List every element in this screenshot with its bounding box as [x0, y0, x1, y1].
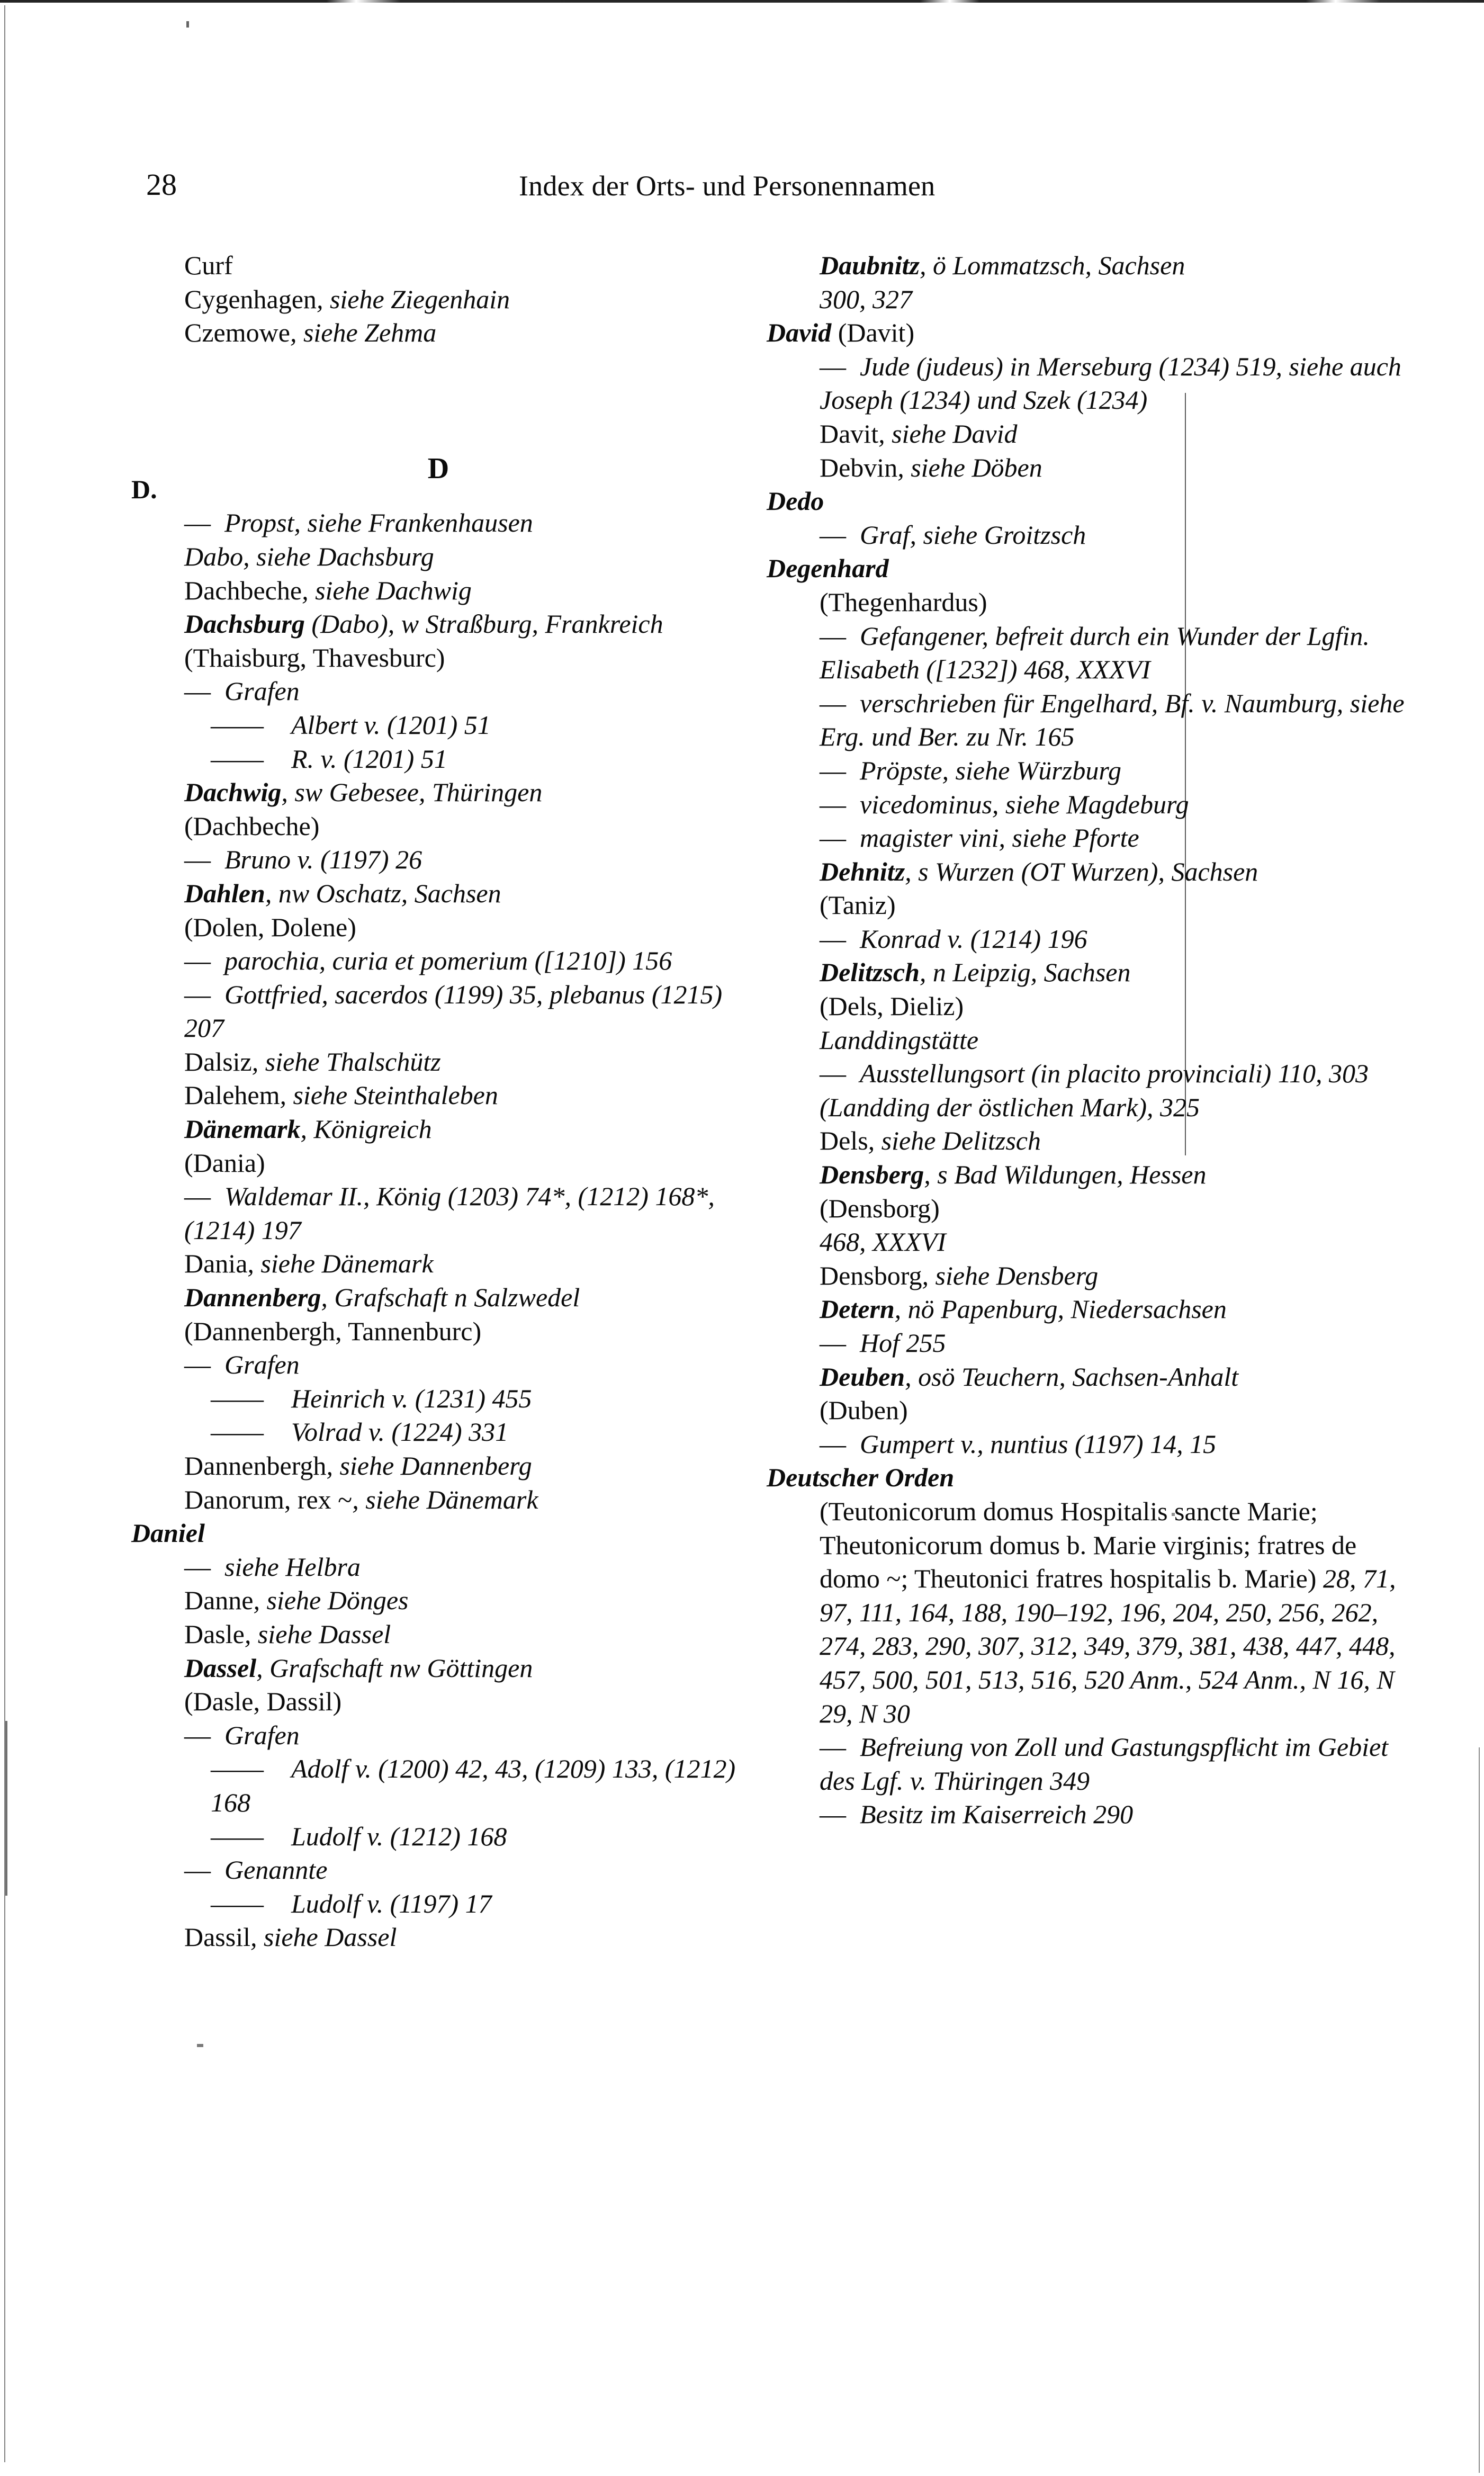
index-variant-names: (Dachbeche)	[184, 811, 320, 841]
index-subentry: — Gefangener, befreit durch ein Wunder der Lgfin. Elisabeth ([1232]) 468, XXXVI	[820, 621, 1370, 685]
index-headword: David (Davit)	[767, 318, 915, 348]
index-headword: Delitzsch, n Leipzig, Sachsen	[820, 957, 1131, 988]
index-subentry: — Jude (judeus) in Merseburg (1234) 519, siehe auch Joseph (1234) und Szek (1234)	[820, 351, 1401, 415]
index-subentry: — Propst, siehe Frankenhausen	[184, 508, 533, 538]
index-variant-names: (Dolen, Dolene)	[184, 912, 356, 942]
section-letter-spacer	[131, 350, 745, 473]
scan-left-edge-artifact	[4, 5, 5, 2462]
index-cross-reference: Cygenhagen, siehe Ziegenhain	[184, 284, 510, 314]
index-subentry: — magister vini, siehe Pforte	[820, 823, 1139, 853]
index-variant-names: 300, 327	[820, 284, 912, 314]
index-subentry: — Grafen	[184, 676, 300, 706]
index-subentry: — Konrad v. (1214) 196	[820, 923, 1087, 954]
index-subentry-level2: —— Heinrich v. (1231) 455	[211, 1383, 532, 1413]
index-headword: Detern, nö Papenburg, Niedersachsen	[820, 1294, 1227, 1324]
index-cross-reference: Dabo, siehe Dachsburg	[184, 541, 434, 571]
index-subentry: — Besitz im Kaiserreich 290	[820, 1799, 1134, 1829]
index-subentry: — verschrieben für Engelhard, Bf. v. Naumburg, siehe Erg. und Ber. zu Nr. 165	[820, 688, 1405, 752]
index-variant-names: 468, XXXVI	[820, 1227, 946, 1257]
index-cross-reference: Davit, siehe David	[820, 418, 1018, 448]
index-subentry-level2: —— Ludolf v. (1212) 168	[211, 1821, 507, 1851]
index-cross-reference: Dalehem, siehe Steinthaleben	[184, 1080, 498, 1110]
index-cross-reference: Dalsiz, siehe Thalschütz	[184, 1046, 441, 1076]
index-headword: Deutscher Orden	[767, 1463, 955, 1493]
index-subentry: — Grafen	[184, 1350, 300, 1380]
index-headword: Dänemark, Königreich	[184, 1114, 432, 1144]
index-headword: Dachsburg (Dabo), w Straßburg, Frankreich	[184, 609, 663, 639]
index-cross-reference: Dachbeche, siehe Dachwig	[184, 575, 472, 605]
index-cross-reference: Debvin, siehe Döben	[820, 452, 1042, 482]
index-subentry: — Genannte	[184, 1855, 328, 1885]
index-headword: Curf	[184, 250, 233, 280]
index-headword: Dachwig, sw Gebesee, Thüringen	[184, 777, 543, 808]
index-variant-names: (Dasle, Dassil)	[184, 1686, 342, 1717]
index-column-left	[131, 249, 745, 1954]
index-subentry: — siehe Helbra	[184, 1551, 361, 1582]
index-headword: Dedo	[767, 486, 824, 516]
index-subentry: — Hof 255	[820, 1328, 946, 1358]
index-cross-reference: Densborg, siehe Densberg	[820, 1260, 1099, 1290]
index-cross-reference: Dania, siehe Dänemark	[184, 1249, 434, 1279]
index-subentry-level2: —— R. v. (1201) 51	[211, 743, 447, 774]
index-subentry-level2: —— Ludolf v. (1197) 17	[211, 1888, 492, 1918]
index-cross-reference: Danorum, rex ~, siehe Dänemark	[184, 1484, 538, 1514]
index-subentry: — Graf, siehe Groitzsch	[820, 519, 1086, 550]
index-subentry-level2: —— Albert v. (1201) 51	[211, 710, 491, 740]
index-subentry: — Waldemar II., König (1203) 74*, (1212) 168*, (1214) 197	[184, 1181, 715, 1245]
index-variant-names: (Densborg)	[820, 1193, 940, 1223]
index-cross-reference: Dasle, siehe Dassel	[184, 1619, 391, 1649]
index-headword: Daubnitz, ö Lommatzsch, Sachsen	[820, 250, 1185, 280]
index-subentry: — Ausstellungsort (in placito provinciali) 110, 303 (Landding der östlichen Mark), 325	[820, 1058, 1369, 1122]
index-headword: Densberg, s Bad Wildungen, Hessen	[820, 1160, 1207, 1190]
index-variant-names: (Thegenhardus)	[820, 587, 987, 617]
index-headword: D.	[131, 474, 157, 504]
index-subentry-level2: —— Adolf v. (1200) 42, 43, (1209) 133, (1212) 168	[211, 1754, 736, 1817]
index-cross-reference: Dels, siehe Delitzsch	[820, 1126, 1041, 1156]
running-head-title: Index der Orts- und Personennamen	[519, 170, 936, 202]
index-cross-reference: Dassil, siehe Dassel	[184, 1922, 397, 1952]
index-headword: Dassel, Grafschaft nw Göttingen	[184, 1653, 533, 1683]
scan-top-edge-artifact	[0, 0, 1484, 3]
index-subentry-level2: —— Volrad v. (1224) 331	[211, 1417, 509, 1447]
index-subentry: — Pröpste, siehe Würzburg	[820, 755, 1121, 785]
index-headword: Dehnitz, s Wurzen (OT Wurzen), Sachsen	[820, 856, 1258, 886]
index-cross-reference: Danne, siehe Dönges	[184, 1585, 409, 1616]
index-variant-names: Landdingstätte	[820, 1025, 979, 1055]
index-cross-reference: Czemowe, siehe Zehma	[184, 318, 437, 348]
index-headword: Degenhard	[767, 553, 889, 584]
index-subentry: — Bruno v. (1197) 26	[184, 845, 422, 875]
scan-left-edge-artifact-2	[5, 1721, 7, 1896]
index-headword: Dannenberg, Grafschaft n Salzwedel	[184, 1282, 580, 1313]
index-headword: Dahlen, nw Oschatz, Sachsen	[184, 878, 501, 908]
index-variant-names: (Teutonicorum domus Hospitalis sancte Marie; Theutonicorum domus b. Marie virginis; fratres de domo ~; Theutonici fratres hospitalis b. Marie) 28, 71, 97, 111, 164, 188, 190–192, 196, 204, 250, 256, 262, 274, 283, 290, 307, 312, 349, 379, 381, 438, 447, 448, 457, 500, 501, 513, 516, 520 Anm., 524 Anm., N 16, N 29, N 30	[820, 1496, 1396, 1728]
index-subentry: — parochia, curia et pomerium ([1210]) 156	[184, 946, 672, 976]
index-headword: Daniel	[131, 1518, 205, 1548]
page-number: 28	[146, 167, 177, 202]
index-variant-names: (Dania)	[184, 1147, 265, 1178]
index-subentry: — Grafen	[184, 1720, 300, 1750]
index-subentry: — vicedominus, siehe Magdeburg	[820, 789, 1189, 819]
index-subentry: — Gottfried, sacerdos (1199) 35, plebanus (1215) 207	[184, 979, 723, 1043]
scan-speck	[197, 2044, 203, 2047]
index-headword: Deuben, osö Teuchern, Sachsen-Anhalt	[820, 1361, 1239, 1392]
index-variant-names: (Dannenbergh, Tannenburc)	[184, 1316, 482, 1346]
section-letter-heading: D	[427, 452, 449, 485]
running-head	[0, 168, 1484, 205]
index-variant-names: (Dels, Dieliz)	[820, 991, 964, 1021]
scan-right-edge-artifact	[1479, 1747, 1480, 2473]
index-variant-names: (Thaisburg, Thavesburc)	[184, 642, 445, 672]
scan-speck	[186, 21, 189, 28]
index-variant-names: (Taniz)	[820, 890, 896, 920]
index-cross-reference: Dannenbergh, siehe Dannenberg	[184, 1451, 532, 1481]
index-variant-names: (Duben)	[820, 1395, 908, 1425]
index-subentry: — Gumpert v., nuntius (1197) 14, 15	[820, 1429, 1217, 1459]
index-column-right	[767, 249, 1423, 1832]
index-subentry: — Befreiung von Zoll und Gastungspflicht im Gebiet des Lgf. v. Thüringen 349	[820, 1732, 1389, 1796]
